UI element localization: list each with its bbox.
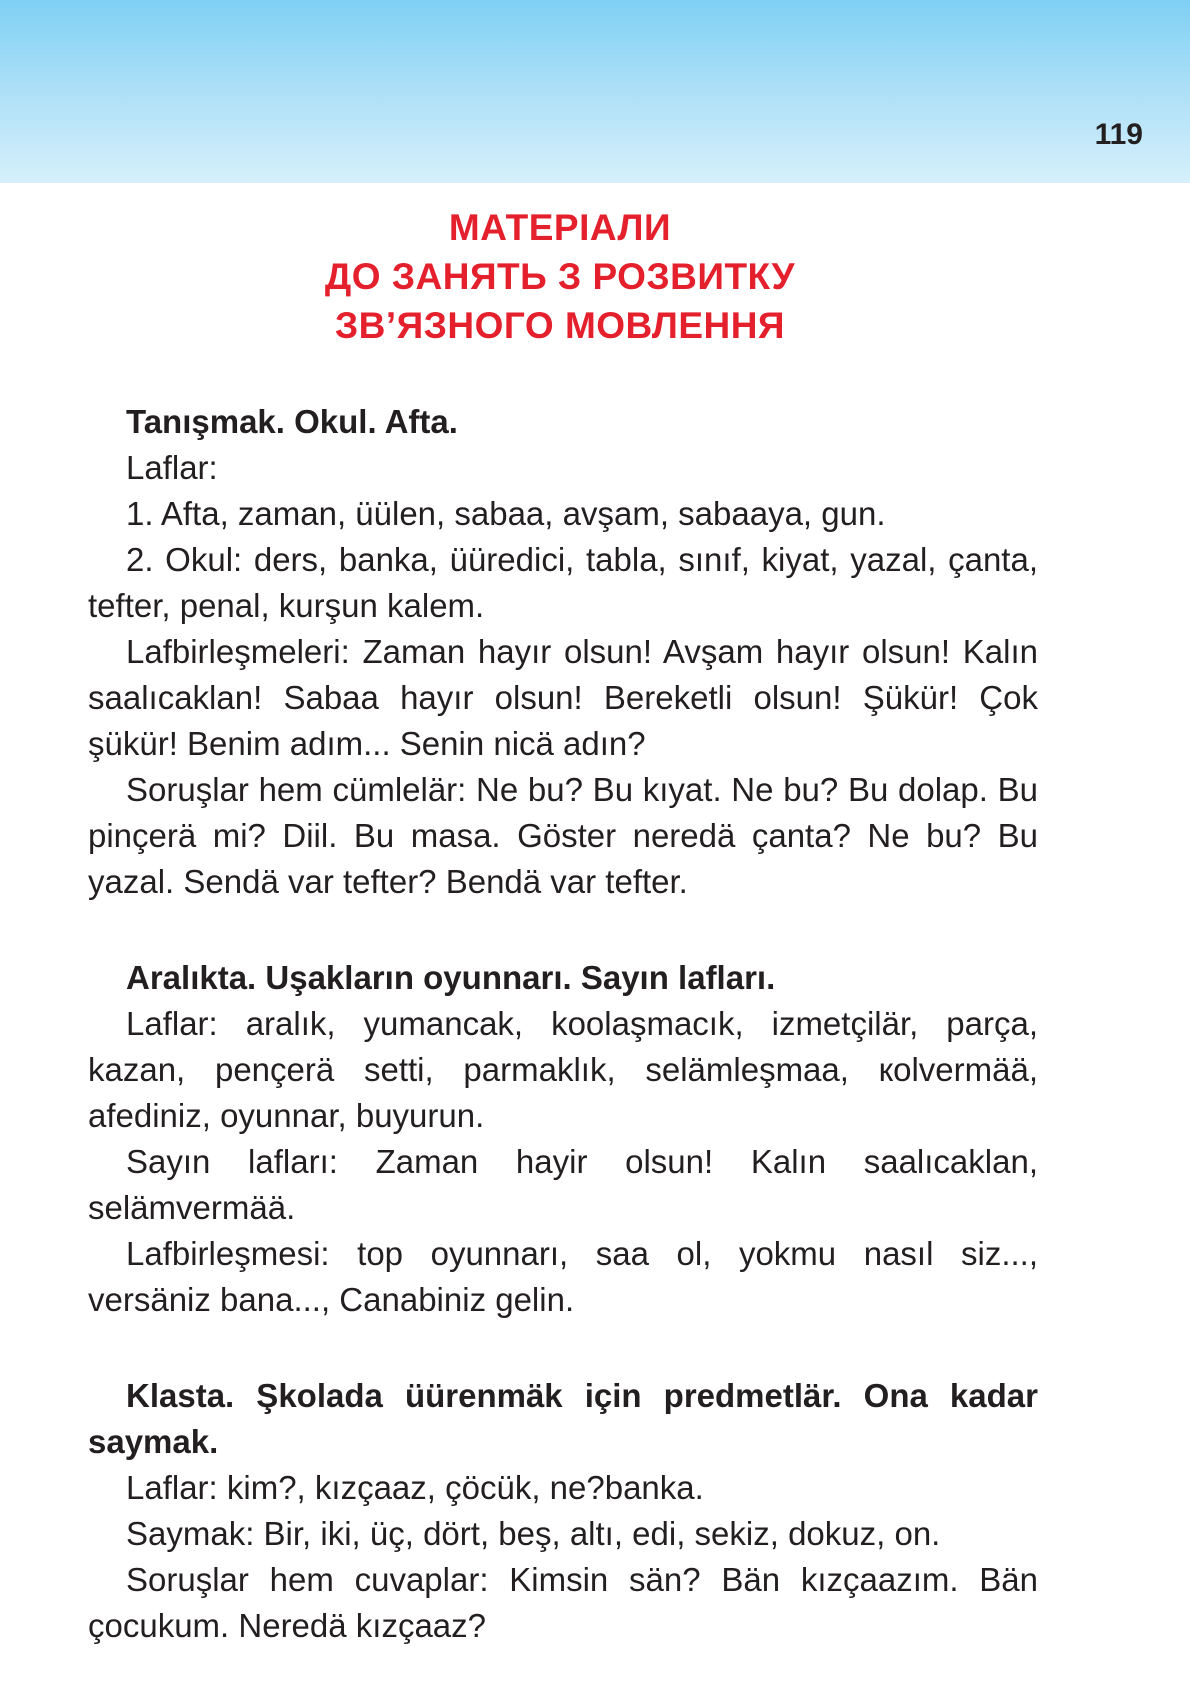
paragraph: Saymak: Bir, iki, üç, dört, beş, altı, edi, sekiz, dokuz, on. (126, 1515, 941, 1552)
title-line: МАТЕРІАЛИ (448, 207, 672, 248)
section-spacer (88, 1323, 1038, 1373)
page-number: 119 (1094, 118, 1143, 151)
paragraph: Lafbirleşmesi: top oyunnarı, saa ol, yokmu nasıl siz..., versäniz bana..., Canabiniz gelin. (88, 1235, 1038, 1318)
page-title (0, 203, 1120, 350)
paragraph: Laflar: kim?, kızçaaz, çöcük, ne?banka. (126, 1469, 704, 1506)
section-classroom (88, 1373, 1038, 1649)
section-heading: Klasta. Şkolada üürenmäk için predmetlär. Ona kadar saymak. (88, 1377, 1038, 1460)
header-band (0, 0, 1190, 183)
section-heading: Aralıkta. Uşakların oyunnarı. Sayın lafları. (126, 959, 776, 996)
paragraph: Laflar: aralık, yumancak, koolaşmacık, izmetçilär, parça, kazan, pençerä setti, parmaklık, selämleşmaa, кolvermää, afediniz, oyunnar, buyurun. (88, 1005, 1038, 1134)
paragraph: Soruşlar hem cümlelär: Ne bu? Bu kıyat. Ne bu? Bu dolap. Bu pinçerä mi? Diil. Bu masa. Göster neredä çanta? Ne bu? Bu yazal. Sendä var tefter? Bendä var tefter. (88, 771, 1038, 900)
paragraph: Sayın lafları: Zaman hayir olsun! Kalın saalıcaklan, selämvermää. (88, 1143, 1038, 1226)
paragraph: 1. Afta, zaman, üülen, sabaa, avşam, sabaaya, gun. (126, 495, 886, 532)
section-acquaintance (88, 399, 1038, 905)
title-line: ЗВ’ЯЗНОГО МОВЛЕННЯ (334, 305, 786, 346)
paragraph: Lafbirleşmeleri: Zaman hayır olsun! Avşam hayır olsun! Kalın saalıcaklan! Sabaa hayır olsun! Bereketli olsun! Şükür! Çok şükür! Benim adım... Senin nicä adın? (88, 633, 1038, 762)
title-line: ДО ЗАНЯТЬ З РОЗВИТКУ (324, 256, 796, 297)
paragraph: Laflar: (126, 449, 218, 486)
section-break-time (88, 955, 1038, 1323)
paragraph: Soruşlar hem cuvaplar: Kimsin sän? Bän kızçaazım. Bän çocukum. Neredä kızçaaz? (88, 1561, 1038, 1644)
section-heading: Tanışmak. Okul. Afta. (126, 403, 458, 440)
page-content (88, 399, 1038, 1649)
section-spacer (88, 905, 1038, 955)
paragraph: 2. Okul: ders, banka, üüredici, tabla, sınıf, kiyat, yazal, çanta, tefter, penal, kurşun kalem. (88, 541, 1038, 624)
